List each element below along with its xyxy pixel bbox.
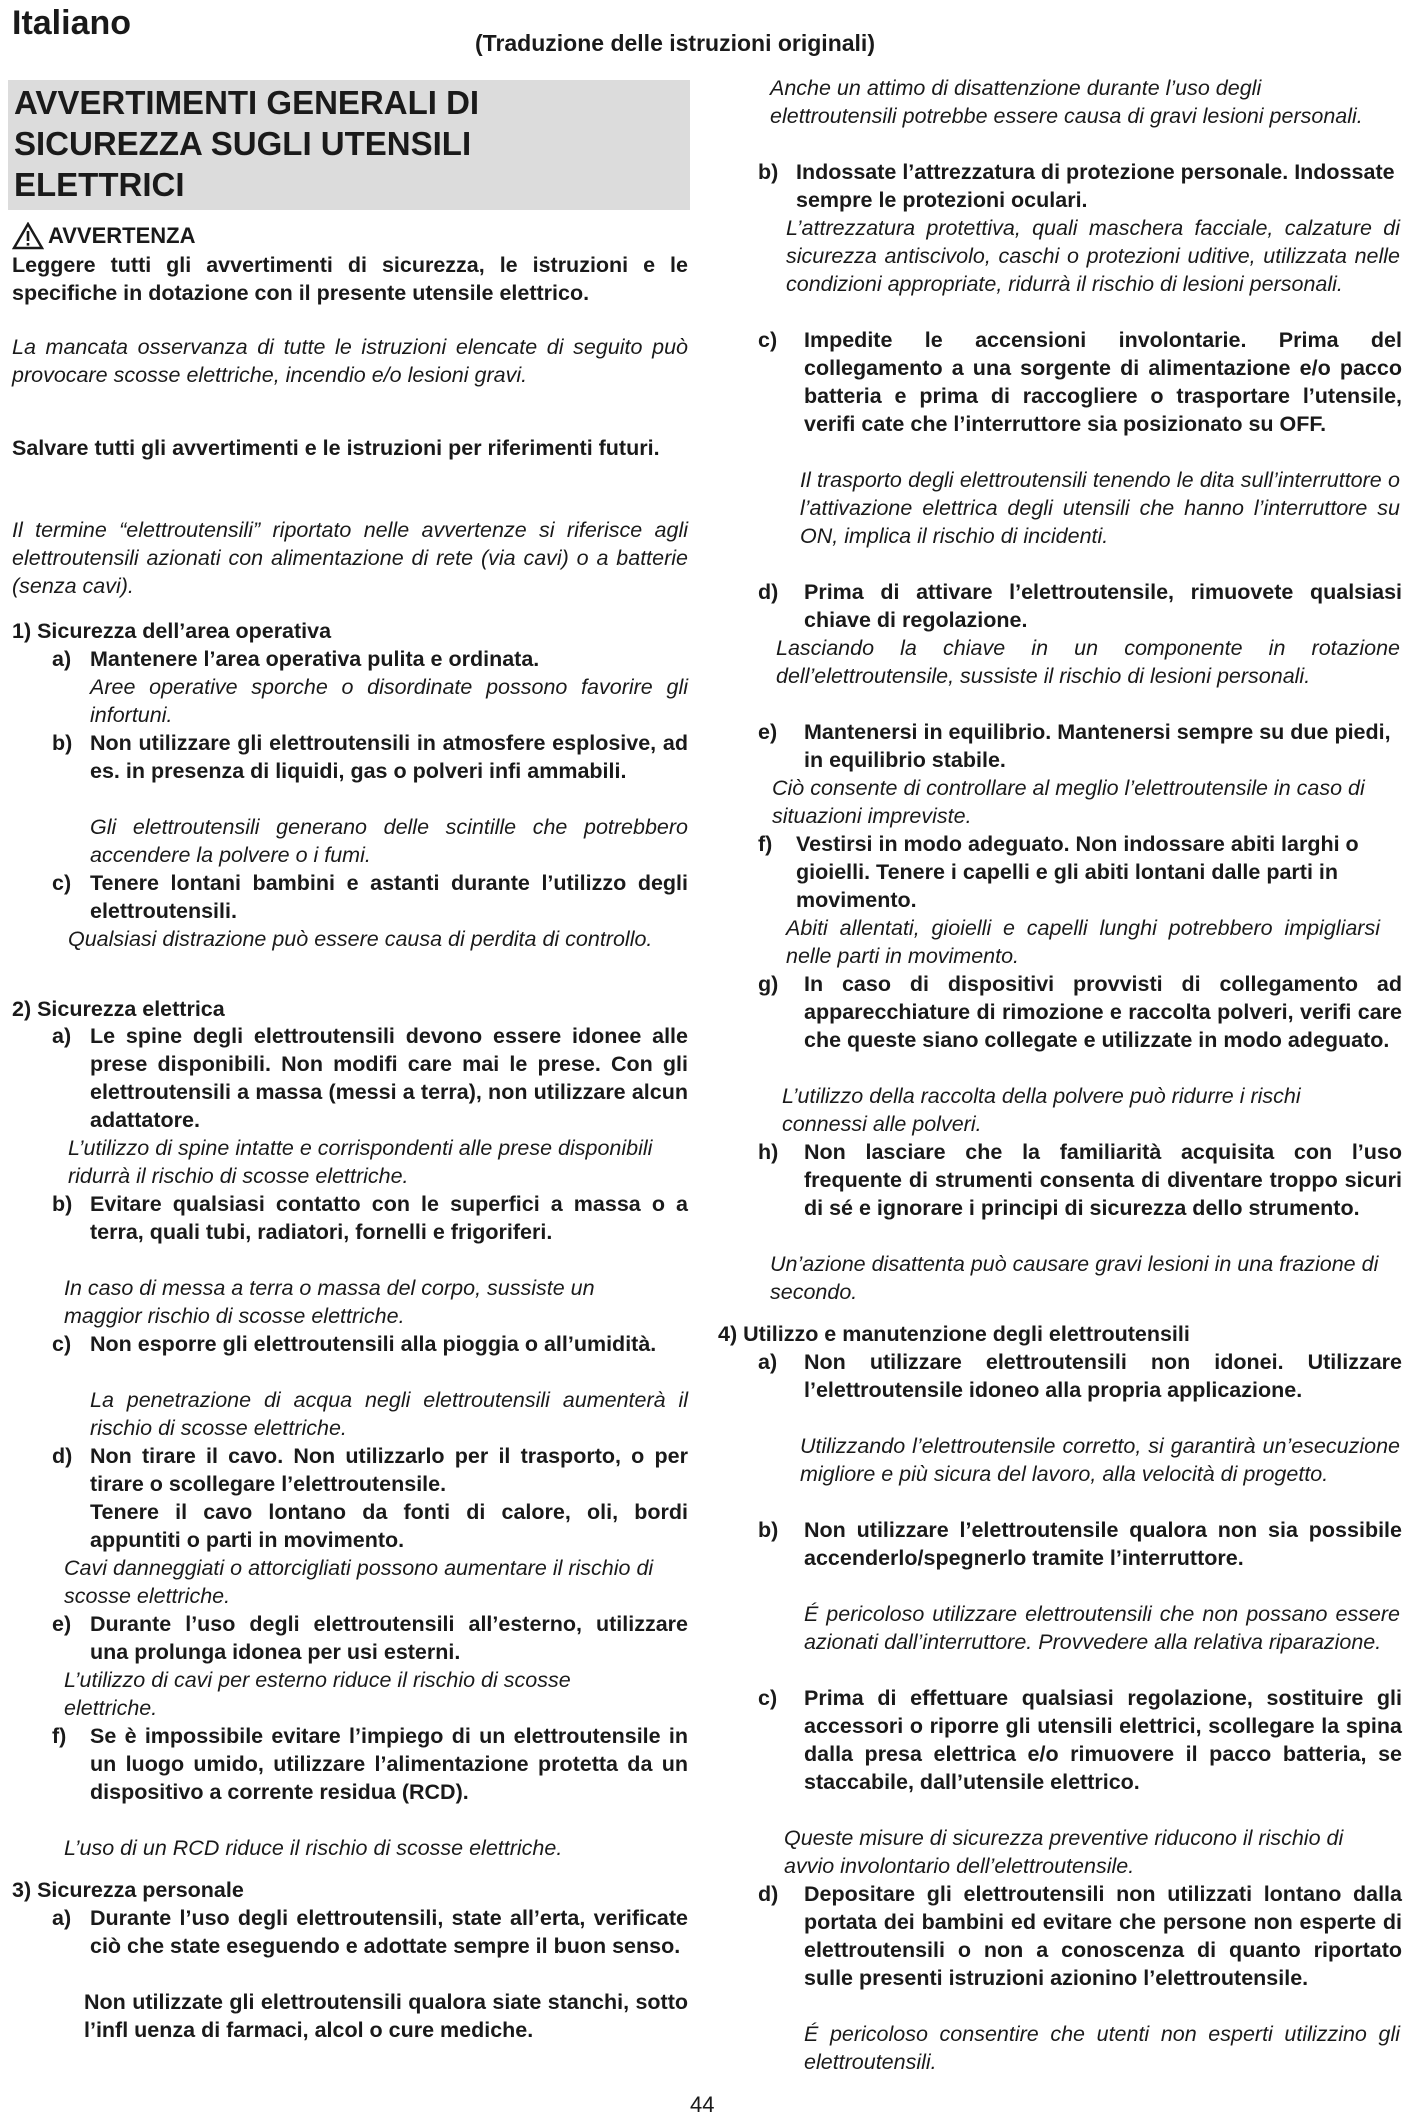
item-label: c) (52, 871, 72, 895)
item-bold: Evitare qualsiasi contatto con le superfici a massa o a terra, quali tubi, radiatori, fornelli e frigoriferi. (90, 1192, 688, 1244)
s3-item-d (758, 578, 1402, 634)
s1-item-a (52, 645, 688, 673)
s3-item-f-note: Abiti allentati, gioielli e capelli lunghi potrebbero impigliarsi nelle parti in movimento. (786, 916, 1380, 968)
s3-item-e-note: Ciò consente di controllare al meglio l’elettroutensile in caso di situazioni impreviste. (772, 776, 1365, 828)
item-bold: Impedite le accensioni involontarie. Prima del collegamento a una sorgente di alimentazione e/o pacco batteria e prima di raccogliere o trasportare l’utensile, verifi cate che l’interruttore sia posizionato su OFF. (804, 328, 1402, 436)
item-label: g) (758, 972, 779, 996)
title-line-3: ELETTRICI (14, 166, 185, 203)
s1-item-c (52, 869, 688, 925)
s3-item-b (758, 158, 1402, 214)
item-bold: Non utilizzare gli elettroutensili in atmosfere esplosive, ad es. in presenza di liquidi, gas o polveri infi ammabili. (90, 731, 688, 783)
section-2-heading: 2) Sicurezza elettrica (12, 997, 225, 1021)
s4-item-d-note: É pericoloso consentire che utenti non esperti utilizzino gli elettroutensili. (804, 2022, 1400, 2074)
s4-item-b (758, 1516, 1402, 1572)
s2-item-d (52, 1442, 688, 1498)
item-label: c) (52, 1332, 72, 1356)
item-bold: Mantenere l’area operativa pulita e ordinata. (90, 647, 540, 671)
note-text: Qualsiasi distrazione può essere causa di perdita di controllo. (68, 927, 653, 951)
save-instructions-text: Salvare tutti gli avvertimenti e le istruzioni per riferimenti futuri. (12, 436, 660, 460)
item-label: b) (52, 731, 73, 755)
item-label: a) (52, 1024, 72, 1048)
item-label: b) (758, 160, 779, 184)
item-bold: Non utilizzare elettroutensili non idonei. Utilizzare l’elettroutensile idoneo alla propria applicazione. (804, 1350, 1402, 1402)
s3-item-g-note: L’utilizzo della raccolta della polvere può ridurre i rischi connessi alle polveri. (782, 1084, 1301, 1136)
section-4-heading: 4) Utilizzo e manutenzione degli elettroutensili (718, 1322, 1190, 1346)
item-label: b) (52, 1192, 73, 1216)
item-bold: Indossate l’attrezzatura di protezione personale. Indossate sempre le protezioni oculari. (796, 160, 1395, 212)
s3-item-h (758, 1138, 1402, 1222)
s1-item-b (52, 729, 688, 785)
title-line-2: SICUREZZA SUGLI UTENSILI (14, 125, 472, 162)
item-label: a) (52, 647, 72, 671)
s4-item-c (758, 1684, 1402, 1796)
warning-italic-text: La mancata osservanza di tutte le istruzioni elencate di seguito può provocare scosse elettriche, incendio e/o lesioni gravi. (12, 335, 688, 387)
item-label: d) (52, 1444, 73, 1468)
item-bold: Non tirare il cavo. Non utilizzarlo per il trasporto, o per tirare o scollegare l’elettroutensile. (90, 1444, 688, 1496)
s2-item-c-note: La penetrazione di acqua negli elettroutensili aumenterà il rischio di scosse elettriche. (90, 1388, 688, 1440)
s2-item-e (52, 1610, 688, 1666)
s4-item-c-note: Queste misure di sicurezza preventive riducono il rischio di avvio involontario dell’elettroutensile. (784, 1826, 1344, 1878)
item-bold: Non lasciare che la familiarità acquisita con l’uso frequente di strumenti consenta di diventare troppo sicuri di sé e ignorare i principi di sicurezza dello strumento. (804, 1140, 1402, 1220)
item-label: a) (52, 1906, 72, 1930)
term-definition-text: Il termine “elettroutensili” riportato nelle avvertenze si riferisce agli elettroutensili azionati con alimentazione di rete (via cavi) o a batterie (senza cavi). (12, 518, 688, 598)
title-line-1: AVVERTIMENTI GENERALI DI (14, 84, 480, 121)
section-1-heading: 1) Sicurezza dell’area operativa (12, 619, 332, 643)
s2-item-f (52, 1722, 688, 1806)
warning-triangle-icon (12, 222, 44, 250)
item-bold: Mantenersi in equilibrio. Mantenersi sempre su due piedi, in equilibrio stabile. (804, 720, 1391, 772)
item-label: d) (758, 580, 779, 604)
item-label: e) (52, 1612, 72, 1636)
warning-label: AVVERTENZA (48, 223, 196, 248)
item-bold: Durante l’uso degli elettroutensili, state all’erta, verificate ciò che state eseguendo e adottate sempre il buon senso. (90, 1906, 688, 1958)
item-bold: Se è impossibile evitare l’impiego di un elettroutensile in un luogo umido, utilizzare l’alimentazione protetta da un dispositivo a corrente residua (RCD). (90, 1724, 688, 1804)
s1-item-b-note: Gli elettroutensili generano delle scintille che potrebbero accendere la polvere o i fumi. (90, 815, 688, 867)
s3-item-c-note: Il trasporto degli elettroutensili tenendo le dita sull’interruttore o l’attivazione elettrica degli utensili che hanno l’interruttore su ON, implica il rischio di incidenti. (800, 468, 1400, 548)
s3-item-f (758, 830, 1402, 914)
item-label: c) (758, 1686, 778, 1710)
item-bold: In caso di dispositivi provvisti di collegamento ad apparecchiature di rimozione e raccolta polveri, verifi care che queste siano collegate e utilizzate in modo adeguato. (804, 972, 1402, 1052)
item-bold: Non utilizzare l’elettroutensile qualora non sia possibile accenderlo/spegnerlo tramite l’interruttore. (804, 1518, 1402, 1570)
item-bold: Vestirsi in modo adeguato. Non indossare abiti larghi o gioielli. Tenere i capelli e gli abiti lontani dalle parti in movimento. (796, 832, 1359, 912)
item-bold: Prima di attivare l’elettroutensile, rimuovete qualsiasi chiave di regolazione. (804, 580, 1402, 632)
s4-item-b-note: É pericoloso utilizzare elettroutensili che non possano essere azionati dall’interruttore. Provvedere alla relativa riparazione. (804, 1602, 1400, 1654)
s3-item-a-bold2: Non utilizzate gli elettroutensili qualora siate stanchi, sotto l’infl uenza di farmaci, alcol o cure mediche. (84, 1990, 688, 2042)
warning-bold-text: Leggere tutti gli avvertimenti di sicurezza, le istruzioni e le specifiche in dotazione con il presente utensile elettrico. (12, 253, 688, 305)
item-label: d) (758, 1882, 779, 1906)
item-label: b) (758, 1518, 779, 1542)
item-bold: Le spine degli elettroutensili devono essere idonee alle prese disponibili. Non modifi care mai le prese. Con gli elettroutensili a massa (messi a terra), non utilizzare alcun adattatore. (90, 1024, 688, 1132)
section-3-heading: 3) Sicurezza personale (12, 1878, 244, 1902)
item-label: h) (758, 1140, 779, 1164)
s2-item-c (52, 1330, 688, 1358)
s3-item-d-note: Lasciando la chiave in un componente in rotazione dell’elettroutensile, sussiste il rischio di lesioni personali. (776, 636, 1400, 688)
warning-heading (12, 222, 196, 250)
item-label: e) (758, 720, 778, 744)
s2-item-a (52, 1022, 688, 1134)
s1-item-a-note: Aree operative sporche o disordinate possono favorire gli infortuni. (90, 675, 688, 727)
s3-item-b-note: L’attrezzatura protettiva, quali maschera facciale, calzature di sicurezza antiscivolo, caschi o protezioni uditive, utilizzata nelle condizioni appropriate, ridurrà il rischio di lesioni personali. (786, 216, 1400, 296)
s4-item-a (758, 1348, 1402, 1404)
item-label: f) (52, 1724, 67, 1748)
s2-item-a-note: L’utilizzo di spine intatte e corrispondenti alle prese disponibili ridurrà il rischio di scosse elettriche. (68, 1136, 653, 1188)
s4-item-a-note: Utilizzando l’elettroutensile corretto, si garantirà un’esecuzione migliore e più sicura del lavoro, alla velocità di progetto. (800, 1434, 1400, 1486)
s3-item-a (52, 1904, 688, 1960)
item-label: a) (758, 1350, 778, 1374)
language-label: Italiano (12, 4, 132, 42)
s3-item-c (758, 326, 1402, 438)
item-bold: Tenere lontani bambini e astanti durante l’utilizzo degli elettroutensili. (90, 871, 688, 923)
page-number: 44 (690, 2092, 715, 2117)
translation-note: (Traduzione delle istruzioni originali) (475, 30, 875, 56)
section-title-box (8, 80, 690, 210)
item-bold: Durante l’uso degli elettroutensili all’esterno, utilizzare una prolunga idonea per usi esterni. (90, 1612, 688, 1664)
s1-item-c-note (68, 925, 688, 953)
s2-item-e-note: L’utilizzo di cavi per esterno riduce il rischio di scosse elettriche. (64, 1668, 571, 1720)
s2-item-d-note: Cavi danneggiati o attorcigliati possono aumentare il rischio di scosse elettriche. (64, 1556, 654, 1608)
item-label: c) (758, 328, 778, 352)
s2-item-b (52, 1190, 688, 1246)
s2-item-f-note: L’uso di un RCD riduce il rischio di scosse elettriche. (64, 1836, 563, 1860)
s4-item-d (758, 1880, 1402, 1992)
s2-item-b-note: In caso di messa a terra o massa del corpo, sussiste un maggior rischio di scosse elettriche. (64, 1276, 595, 1328)
s2-item-d-bold2: Tenere il cavo lontano da fonti di calore, oli, bordi appuntiti o parti in movimento. (90, 1500, 688, 1552)
s3-item-h-note: Un’azione disattenta può causare gravi lesioni in una frazione di secondo. (770, 1252, 1379, 1304)
item-label: f) (758, 832, 773, 856)
item-bold: Prima di effettuare qualsiasi regolazione, sostituire gli accessori o riporre gli utensili elettrici, scollegare la spina dalla presa elettrica e/o rimuovere il pacco batteria, se staccabile, dall’utensile elettrico. (804, 1686, 1402, 1794)
s3-item-g (758, 970, 1402, 1054)
s3-item-e (758, 718, 1402, 774)
item-bold: Non esporre gli elettroutensili alla pioggia o all’umidità. (90, 1332, 657, 1356)
item-bold: Depositare gli elettroutensili non utilizzati lontano dalla portata dei bambini ed evitare che persone non esperte di elettroutensili o non a conoscenza di quanto riportato sulle presenti istruzioni azionino l’elettroutensile. (804, 1882, 1402, 1990)
s3-item-a-note: Anche un attimo di disattenzione durante l’uso degli elettroutensili potrebbe essere causa di gravi lesioni personali. (770, 76, 1363, 128)
